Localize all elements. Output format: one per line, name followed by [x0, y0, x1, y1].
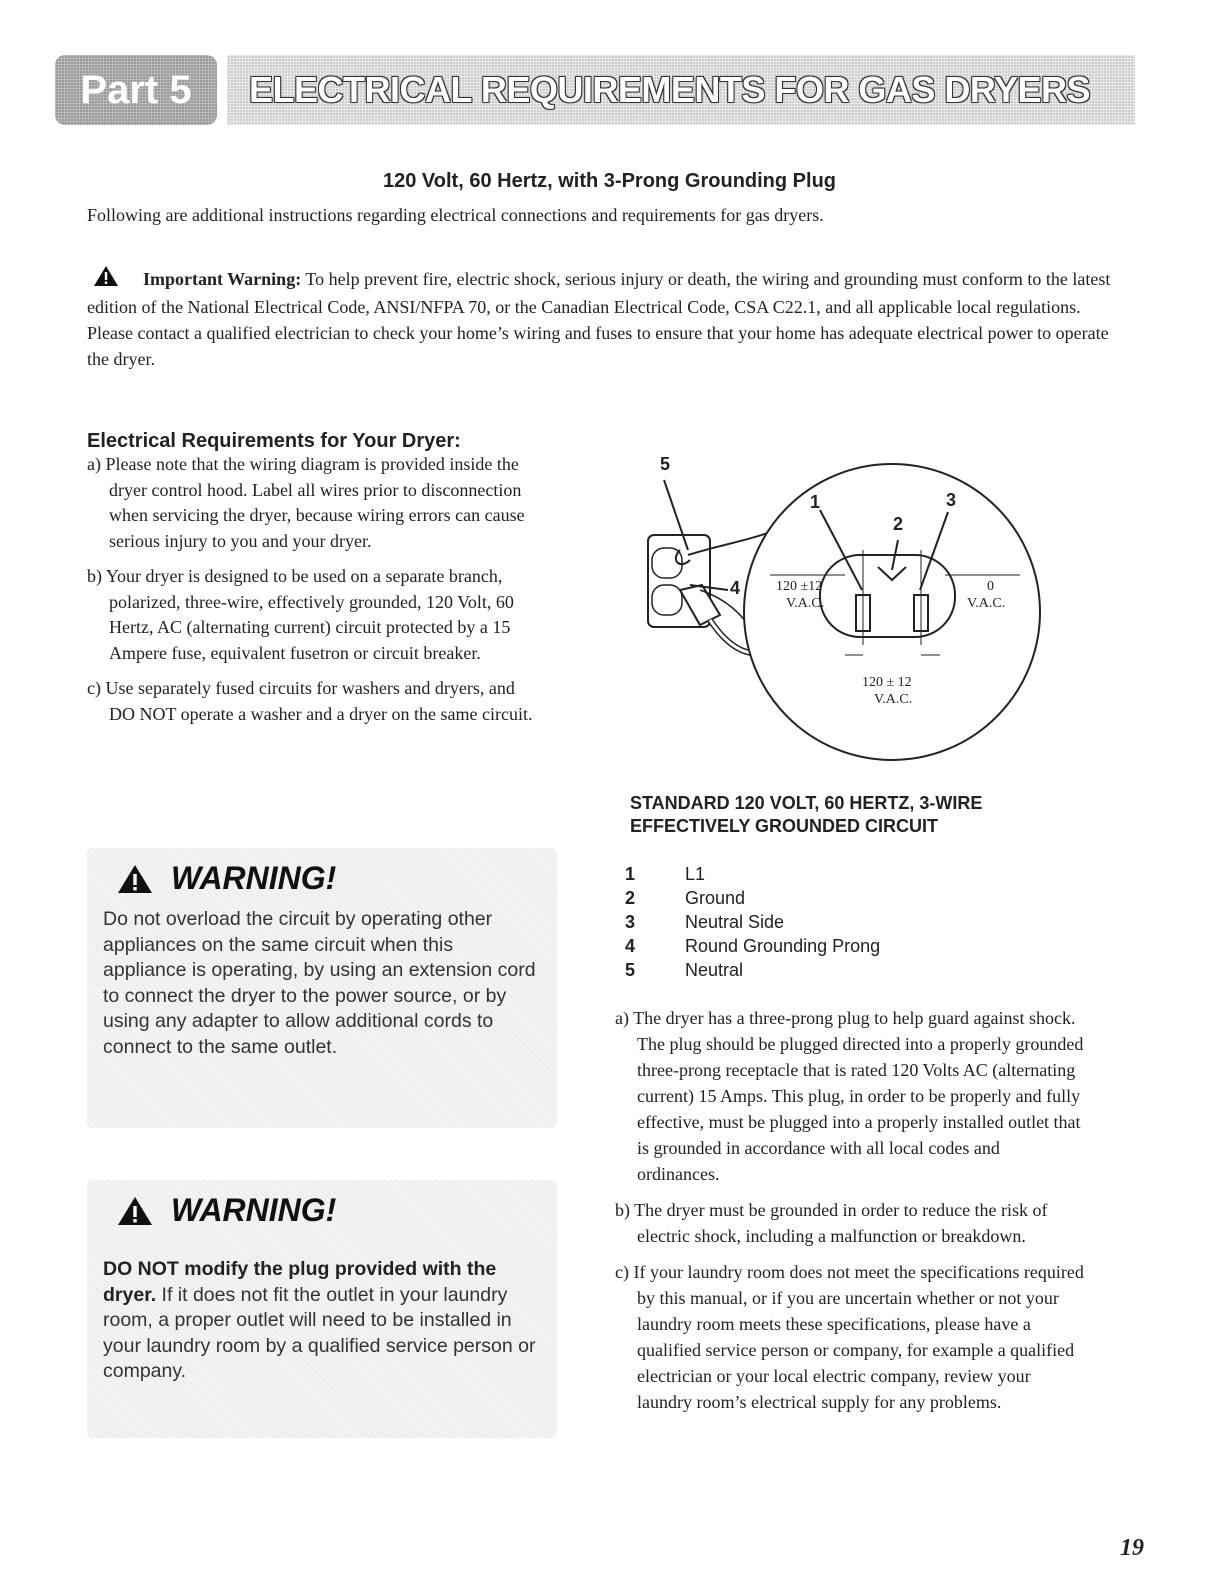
volt-right-line2: V.A.C. — [967, 596, 1006, 611]
list-item: b) The dryer must be grounded in order to reduce the risk of electric shock, including a malfunction or breakdown. — [615, 1200, 1048, 1246]
intro-text: Following are additional instructions regarding electrical connections and requirements for gas dryers. — [87, 205, 824, 225]
callout-2: 2 — [893, 514, 904, 534]
page-number: 19 — [1120, 1535, 1144, 1561]
volt-left-line1: 120 ±12 — [776, 579, 823, 594]
warning-box-overload — [87, 848, 557, 1128]
warning-triangle-icon — [93, 265, 121, 294]
right-requirements-list — [615, 1005, 1085, 1425]
legend-label: Ground — [685, 888, 746, 908]
legend-label: L1 — [685, 864, 706, 884]
list-item: c) If your laundry room does not meet the specifications required by this manual, or if you are uncertain whether or not your laundry room meets these specifications, please have a qualified service person or company, for example a qualified electrician or your local electric company, review your laundry room’s electrical supply for any problems. — [615, 1262, 1084, 1412]
title-bar — [227, 55, 1135, 125]
diagram-legend — [625, 862, 880, 982]
legend-row — [625, 862, 880, 886]
warning-body — [103, 1257, 541, 1385]
section-subtitle: 120 Volt, 60 Hertz, with 3-Prong Grounding Plug — [383, 170, 836, 192]
legend-row — [625, 886, 880, 910]
callout-3: 3 — [946, 490, 957, 510]
volt-bottom-line1: 120 ± 12 — [862, 675, 912, 690]
legend-row — [625, 958, 880, 982]
legend-label: Round Grounding Prong — [685, 936, 881, 956]
warning-heading — [103, 860, 541, 897]
legend-row — [625, 910, 880, 934]
warning-title: WARNING! — [171, 1192, 337, 1228]
left-requirements-list — [87, 452, 537, 737]
warning-title: WARNING! — [171, 860, 337, 896]
requirements-heading: Electrical Requirements for Your Dryer: — [87, 430, 461, 452]
header-banner — [55, 55, 1135, 125]
important-label: Important Warning: — [143, 269, 302, 289]
caption-line-1: STANDARD 120 VOLT, 60 HERTZ, 3-WIRE — [630, 793, 983, 813]
diagram-caption — [630, 792, 1100, 838]
warning-triangle-icon — [117, 1196, 153, 1226]
legend-row — [625, 934, 880, 958]
volt-right-line1: 0 — [987, 579, 994, 594]
list-item: c) Use separately fused circuits for washers and dryers, and DO NOT operate a washer and a dryer on the same circuit. — [87, 678, 533, 724]
warning-triangle-icon — [117, 864, 153, 894]
page-title: ELECTRICAL REQUIREMENTS FOR GAS DRYERS — [249, 69, 1091, 110]
legend-number: 3 — [625, 912, 636, 932]
caption-line-2: EFFECTIVELY GROUNDED CIRCUIT — [630, 816, 939, 836]
outlet-diagram — [630, 450, 1050, 790]
list-item: a) The dryer has a three-prong plug to help guard against shock. The plug should be plugged directed into a properly grounded three-prong receptacle that is rated 120 Volts AC (alternating current) 15 Amps. This plug, in order to be properly and fully effective, must be plugged into a properly installed outlet that is grounded in accordance with all local codes and ordinances. — [615, 1008, 1084, 1184]
legend-number: 5 — [625, 960, 636, 980]
callout-1: 1 — [810, 492, 821, 512]
list-item: a) Please note that the wiring diagram is provided inside the dryer control hood. Label all wires prior to disconnection when servicing the dryer, because wiring errors can cause serious injury to you and your dryer. — [87, 454, 525, 551]
important-text: To help prevent fire, electric shock, serious injury or death, the wiring and grounding must conform to the latest edition of the National Electrical Code, ANSI/NFPA 70, or the Canadian Electrical Code, CSA C22.1, and all applicable local regulations. Please contact a qualified electrician to check your home’s wiring and fuses to ensure that your home has adequate electrical power to operate the dryer. — [87, 269, 1111, 369]
legend-number: 4 — [625, 936, 636, 956]
warning-body-bold: DO NOT modify the plug provided with the dryer. — [103, 1258, 497, 1306]
warning-body-rest: If it does not fit the outlet in your laundry room, a proper outlet will need to be installed in your laundry room by a qualified service person or company. — [103, 1283, 536, 1382]
part-label: Part 5 — [55, 55, 217, 125]
list-item: b) Your dryer is designed to be used on a separate branch, polarized, three-wire, effectively grounded, 120 Volt, 60 Hertz, AC (alternating current) circuit protected by a 15 Ampere fuse, equivalent fusetron or circuit breaker. — [87, 566, 514, 663]
callout-5: 5 — [660, 454, 671, 474]
legend-number: 2 — [625, 888, 636, 908]
important-warning — [87, 265, 1127, 372]
warning-body: Do not overload the circuit by operating other appliances on the same circuit when this appliance is operating, by using an extension cord to connect the dryer to the power source, or by using any adapter to allow additional cords to connect to the same outlet. — [103, 908, 536, 1058]
warning-heading — [103, 1192, 541, 1229]
volt-left-line2: V.A.C. — [786, 596, 825, 611]
callout-4: 4 — [730, 578, 741, 598]
legend-label: Neutral Side — [685, 912, 785, 932]
warning-box-plug — [87, 1180, 557, 1438]
legend-label: Neutral — [685, 960, 744, 980]
legend-number: 1 — [625, 864, 636, 884]
volt-bottom-line2: V.A.C. — [874, 692, 913, 707]
